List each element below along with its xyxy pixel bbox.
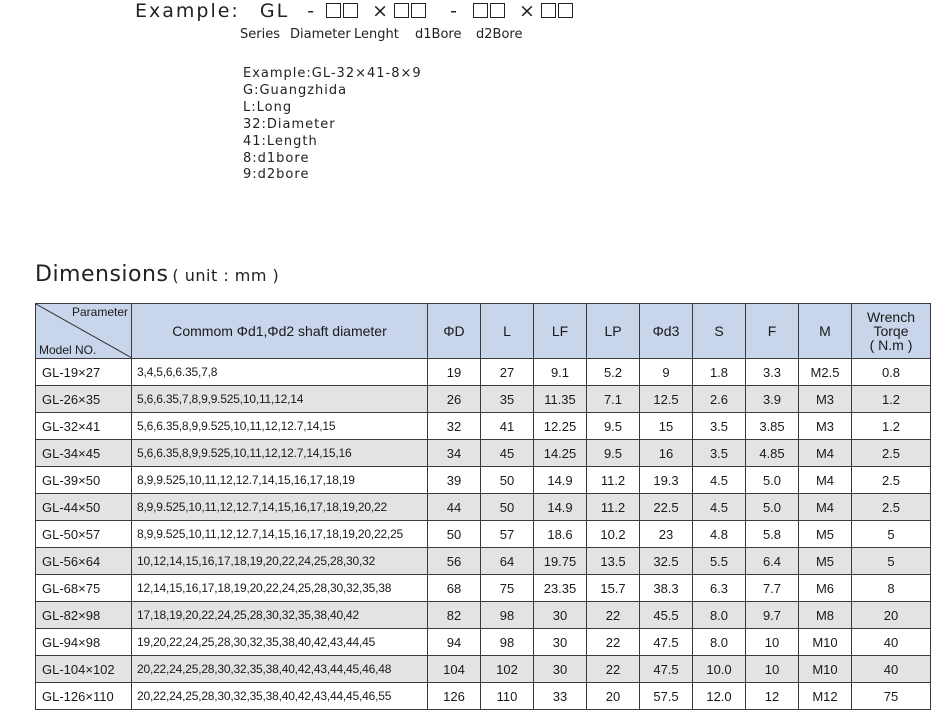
cell-bores: 8,9,9.525,10,11,12,12.7,14,15,16,17,18,19,20,22 bbox=[132, 494, 428, 521]
cell-d: 34 bbox=[428, 440, 481, 467]
cell-lf: 14.9 bbox=[534, 494, 587, 521]
cell-lp: 7.1 bbox=[587, 386, 640, 413]
cell-model: GL-32×41 bbox=[36, 413, 132, 440]
placeholder-box bbox=[394, 3, 409, 18]
example-code-line bbox=[135, 0, 575, 22]
header-bores: Commom Φd1,Φd2 shaft diameter bbox=[132, 304, 428, 359]
cell-bores: 5,6,6.35,8,9,9.525,10,11,12,12.7,14,15,16 bbox=[132, 440, 428, 467]
cell-torque: 8 bbox=[852, 575, 931, 602]
cell-lf: 19.75 bbox=[534, 548, 587, 575]
cell-model: GL-56×64 bbox=[36, 548, 132, 575]
cell-m: M4 bbox=[799, 494, 852, 521]
cell-lp: 11.2 bbox=[587, 494, 640, 521]
header-wrench-line-1: Wrench bbox=[867, 309, 915, 325]
cell-d: 126 bbox=[428, 683, 481, 710]
explanation-line: Example:GL-32×41-8×9 bbox=[243, 66, 422, 81]
cell-l: 110 bbox=[481, 683, 534, 710]
table-row bbox=[36, 359, 931, 386]
cell-f: 6.4 bbox=[746, 548, 799, 575]
header-lf: LF bbox=[534, 304, 587, 359]
header-wrench-torque bbox=[852, 304, 931, 359]
cell-f: 9.7 bbox=[746, 602, 799, 629]
cell-m: M4 bbox=[799, 467, 852, 494]
cell-d: 50 bbox=[428, 521, 481, 548]
cell-f: 12 bbox=[746, 683, 799, 710]
header-m: M bbox=[799, 304, 852, 359]
cell-m: M8 bbox=[799, 602, 852, 629]
cell-s: 2.6 bbox=[693, 386, 746, 413]
cell-m: M12 bbox=[799, 683, 852, 710]
cell-l: 64 bbox=[481, 548, 534, 575]
cell-s: 4.5 bbox=[693, 494, 746, 521]
cell-lp: 9.5 bbox=[587, 413, 640, 440]
cell-d3: 38.3 bbox=[640, 575, 693, 602]
cell-d: 39 bbox=[428, 467, 481, 494]
cell-d3: 12.5 bbox=[640, 386, 693, 413]
table-row bbox=[36, 521, 931, 548]
explanation-line: 41:Length bbox=[243, 133, 318, 149]
placeholder-box bbox=[326, 3, 341, 18]
explanation-line: G:Guangzhida bbox=[243, 82, 348, 98]
cell-lp: 10.2 bbox=[587, 521, 640, 548]
cell-lp: 22 bbox=[587, 629, 640, 656]
cell-bores: 5,6,6.35,8,9,9.525,10,11,12,12.7,14,15 bbox=[132, 413, 428, 440]
header-s: S bbox=[693, 304, 746, 359]
cell-d3: 19.3 bbox=[640, 467, 693, 494]
cell-lp: 9.5 bbox=[587, 440, 640, 467]
table-row bbox=[36, 575, 931, 602]
table-row bbox=[36, 683, 931, 710]
placeholder-box bbox=[541, 3, 556, 18]
cell-s: 4.8 bbox=[693, 521, 746, 548]
cell-d: 19 bbox=[428, 359, 481, 386]
header-f: F bbox=[746, 304, 799, 359]
table-row bbox=[36, 602, 931, 629]
cell-d3: 47.5 bbox=[640, 629, 693, 656]
cell-model: GL-50×57 bbox=[36, 521, 132, 548]
cell-d: 82 bbox=[428, 602, 481, 629]
cell-s: 4.5 bbox=[693, 467, 746, 494]
cell-lf: 30 bbox=[534, 656, 587, 683]
header-l: L bbox=[481, 304, 534, 359]
example-times-1: × bbox=[372, 0, 391, 22]
cell-model: GL-44×50 bbox=[36, 494, 132, 521]
cell-bores: 10,12,14,15,16,17,18,19,20,22,24,25,28,30,32 bbox=[132, 548, 428, 575]
cell-lp: 22 bbox=[587, 656, 640, 683]
example-dash-1: - bbox=[307, 0, 317, 22]
cell-bores: 20,22,24,25,28,30,32,35,38,40,42,43,44,45,46,55 bbox=[132, 683, 428, 710]
cell-m: M5 bbox=[799, 548, 852, 575]
placeholder-box bbox=[473, 3, 488, 18]
header-wrench-line-2: Torqe bbox=[873, 323, 909, 339]
table-row bbox=[36, 413, 931, 440]
cell-m: M4 bbox=[799, 440, 852, 467]
cell-lp: 11.2 bbox=[587, 467, 640, 494]
header-corner-cell bbox=[36, 304, 132, 359]
cell-model: GL-26×35 bbox=[36, 386, 132, 413]
table-row bbox=[36, 386, 931, 413]
explanation-line: 8:d1bore bbox=[243, 150, 310, 166]
cell-lp: 20 bbox=[587, 683, 640, 710]
cell-d3: 47.5 bbox=[640, 656, 693, 683]
cell-bores: 20,22,24,25,28,30,32,35,38,40,42,43,44,45,46,48 bbox=[132, 656, 428, 683]
cell-m: M3 bbox=[799, 413, 852, 440]
dimensions-table bbox=[35, 303, 931, 710]
cell-m: M2.5 bbox=[799, 359, 852, 386]
placeholder-box bbox=[411, 3, 426, 18]
cell-model: GL-82×98 bbox=[36, 602, 132, 629]
cell-torque: 2.5 bbox=[852, 467, 931, 494]
legend-series: Series bbox=[240, 27, 280, 42]
example-times-2: × bbox=[519, 0, 537, 22]
cell-d: 94 bbox=[428, 629, 481, 656]
cell-l: 35 bbox=[481, 386, 534, 413]
cell-model: GL-68×75 bbox=[36, 575, 132, 602]
cell-lf: 14.25 bbox=[534, 440, 587, 467]
cell-lf: 11.35 bbox=[534, 386, 587, 413]
cell-l: 98 bbox=[481, 629, 534, 656]
cell-torque: 5 bbox=[852, 521, 931, 548]
header-d3: Φd3 bbox=[640, 304, 693, 359]
cell-f: 4.85 bbox=[746, 440, 799, 467]
dimensions-unit: ( unit : mm ) bbox=[172, 266, 280, 285]
cell-bores: 8,9,9.525,10,11,12,12.7,14,15,16,17,18,19 bbox=[132, 467, 428, 494]
cell-lp: 22 bbox=[587, 602, 640, 629]
cell-l: 27 bbox=[481, 359, 534, 386]
cell-f: 10 bbox=[746, 656, 799, 683]
table-row bbox=[36, 548, 931, 575]
dimensions-title: Dimensions bbox=[35, 262, 169, 287]
cell-l: 98 bbox=[481, 602, 534, 629]
cell-model: GL-19×27 bbox=[36, 359, 132, 386]
cell-s: 6.3 bbox=[693, 575, 746, 602]
explanation-line: 9:d2bore bbox=[243, 167, 310, 183]
cell-d3: 22.5 bbox=[640, 494, 693, 521]
cell-d: 26 bbox=[428, 386, 481, 413]
cell-torque: 2.5 bbox=[852, 440, 931, 467]
legend-d1bore: d1Bore bbox=[415, 27, 462, 42]
cell-s: 3.5 bbox=[693, 440, 746, 467]
cell-d: 32 bbox=[428, 413, 481, 440]
cell-torque: 75 bbox=[852, 683, 931, 710]
cell-torque: 40 bbox=[852, 629, 931, 656]
cell-torque: 40 bbox=[852, 656, 931, 683]
cell-d3: 9 bbox=[640, 359, 693, 386]
cell-f: 3.3 bbox=[746, 359, 799, 386]
cell-l: 75 bbox=[481, 575, 534, 602]
cell-bores: 8,9,9.525,10,11,12,12.7,14,15,16,17,18,19,20,22,25 bbox=[132, 521, 428, 548]
table-row bbox=[36, 440, 931, 467]
cell-torque: 1.2 bbox=[852, 413, 931, 440]
cell-f: 5.0 bbox=[746, 467, 799, 494]
cell-f: 5.8 bbox=[746, 521, 799, 548]
example-series: GL bbox=[259, 0, 290, 22]
example-prefix: Example: bbox=[135, 0, 240, 22]
legend-length: Lenght bbox=[354, 27, 399, 42]
cell-d: 68 bbox=[428, 575, 481, 602]
cell-f: 3.9 bbox=[746, 386, 799, 413]
header-lp: LP bbox=[587, 304, 640, 359]
cell-d3: 16 bbox=[640, 440, 693, 467]
cell-lf: 9.1 bbox=[534, 359, 587, 386]
cell-d: 56 bbox=[428, 548, 481, 575]
cell-s: 8.0 bbox=[693, 602, 746, 629]
cell-l: 41 bbox=[481, 413, 534, 440]
dimensions-heading bbox=[35, 262, 279, 287]
cell-s: 8.0 bbox=[693, 629, 746, 656]
cell-s: 5.5 bbox=[693, 548, 746, 575]
cell-d: 104 bbox=[428, 656, 481, 683]
cell-f: 5.0 bbox=[746, 494, 799, 521]
cell-bores: 3,4,5,6,6.35,7,8 bbox=[132, 359, 428, 386]
cell-f: 3.85 bbox=[746, 413, 799, 440]
cell-lf: 30 bbox=[534, 602, 587, 629]
table-header-row bbox=[36, 304, 931, 359]
header-model-no: Model NO. bbox=[39, 343, 97, 357]
cell-lf: 18.6 bbox=[534, 521, 587, 548]
cell-torque: 1.2 bbox=[852, 386, 931, 413]
header-wrench-line-3: ( N.m ) bbox=[869, 337, 913, 353]
cell-torque: 20 bbox=[852, 602, 931, 629]
cell-bores: 17,18,19,20,22,24,25,28,30,32,35,38,40,42 bbox=[132, 602, 428, 629]
legend-d2bore: d2Bore bbox=[476, 27, 523, 42]
cell-lp: 13.5 bbox=[587, 548, 640, 575]
cell-f: 10 bbox=[746, 629, 799, 656]
cell-lf: 12.25 bbox=[534, 413, 587, 440]
cell-d3: 23 bbox=[640, 521, 693, 548]
cell-lp: 5.2 bbox=[587, 359, 640, 386]
cell-l: 50 bbox=[481, 494, 534, 521]
cell-f: 7.7 bbox=[746, 575, 799, 602]
cell-d3: 45.5 bbox=[640, 602, 693, 629]
cell-lf: 30 bbox=[534, 629, 587, 656]
cell-l: 45 bbox=[481, 440, 534, 467]
cell-l: 57 bbox=[481, 521, 534, 548]
cell-lp: 15.7 bbox=[587, 575, 640, 602]
cell-m: M5 bbox=[799, 521, 852, 548]
cell-model: GL-126×110 bbox=[36, 683, 132, 710]
header-parameter: Parameter bbox=[71, 305, 128, 319]
cell-s: 1.8 bbox=[693, 359, 746, 386]
cell-model: GL-104×102 bbox=[36, 656, 132, 683]
explanation-line: L:Long bbox=[243, 99, 293, 115]
cell-model: GL-39×50 bbox=[36, 467, 132, 494]
cell-s: 10.0 bbox=[693, 656, 746, 683]
placeholder-box bbox=[490, 3, 505, 18]
cell-lf: 33 bbox=[534, 683, 587, 710]
cell-bores: 5,6,6.35,7,8,9,9.525,10,11,12,14 bbox=[132, 386, 428, 413]
placeholder-box bbox=[558, 3, 573, 18]
cell-bores: 19,20,22,24,25,28,30,32,35,38,40,42,43,44,45 bbox=[132, 629, 428, 656]
table-row bbox=[36, 629, 931, 656]
cell-m: M3 bbox=[799, 386, 852, 413]
cell-m: M10 bbox=[799, 629, 852, 656]
cell-s: 12.0 bbox=[693, 683, 746, 710]
table-row bbox=[36, 494, 931, 521]
cell-m: M10 bbox=[799, 656, 852, 683]
cell-l: 50 bbox=[481, 467, 534, 494]
cell-s: 3.5 bbox=[693, 413, 746, 440]
cell-lf: 14.9 bbox=[534, 467, 587, 494]
cell-model: GL-94×98 bbox=[36, 629, 132, 656]
table-body bbox=[36, 359, 931, 710]
cell-bores: 12,14,15,16,17,18,19,20,22,24,25,28,30,32,35,38 bbox=[132, 575, 428, 602]
cell-torque: 0.8 bbox=[852, 359, 931, 386]
cell-model: GL-34×45 bbox=[36, 440, 132, 467]
table-row bbox=[36, 467, 931, 494]
cell-torque: 2.5 bbox=[852, 494, 931, 521]
cell-torque: 5 bbox=[852, 548, 931, 575]
cell-m: M6 bbox=[799, 575, 852, 602]
example-dash-2: - bbox=[450, 0, 459, 22]
cell-d3: 15 bbox=[640, 413, 693, 440]
header-d: ΦD bbox=[428, 304, 481, 359]
table-row bbox=[36, 656, 931, 683]
cell-d3: 57.5 bbox=[640, 683, 693, 710]
placeholder-box bbox=[343, 3, 358, 18]
cell-lf: 23.35 bbox=[534, 575, 587, 602]
cell-d: 44 bbox=[428, 494, 481, 521]
legend-diameter: Diameter bbox=[290, 27, 351, 42]
explanation-line: 32:Diameter bbox=[243, 116, 336, 132]
cell-l: 102 bbox=[481, 656, 534, 683]
code-explanation bbox=[243, 66, 422, 184]
cell-d3: 32.5 bbox=[640, 548, 693, 575]
